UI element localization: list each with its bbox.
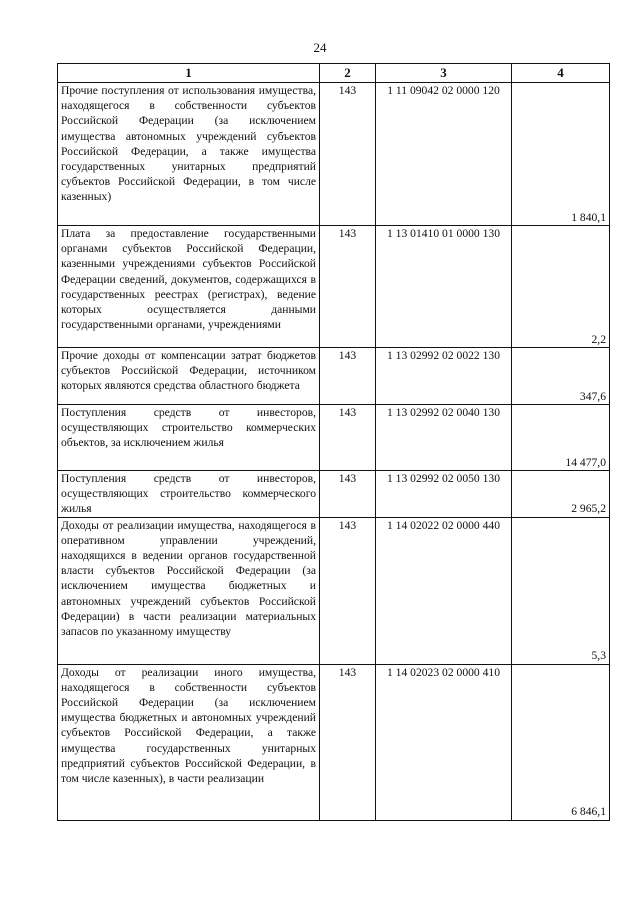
- row-admin-code: 143: [320, 517, 376, 664]
- row-amount: 2,2: [512, 226, 610, 348]
- column-header-amount: 4: [512, 64, 610, 83]
- row-budget-code: 1 14 02023 02 0000 410: [376, 664, 512, 820]
- row-admin-code: 143: [320, 471, 376, 518]
- column-header-code: 3: [376, 64, 512, 83]
- table-row: [58, 471, 610, 518]
- row-description: Доходы от реализации имущества, находящегося в оперативном управлении учреждений, находящихся в ведении органов государственной власти субъектов Российской Федерации (за исключением имущества бюджетных и автономных учреждений субъектов Российской Федерации) в части реализации материальных запасов по указанному имуществу: [58, 517, 320, 664]
- row-description: Поступления средств от инвесторов, осуществляющих строительство коммерческого жилья: [58, 471, 320, 518]
- row-description: Доходы от реализации иного имущества, находящегося в собственности субъектов Российской Федерации (за исключением имущества бюджетных и автономных учреждений субъектов Российской Федерации, а также имущества государственных унитарных предприятий субъектов Российской Федерации, в том числе казенных), в части реализации: [58, 664, 320, 820]
- row-amount: 6 846,1: [512, 664, 610, 820]
- row-amount: 5,3: [512, 517, 610, 664]
- table-row: [58, 517, 610, 664]
- row-budget-code: 1 11 09042 02 0000 120: [376, 83, 512, 226]
- row-admin-code: 143: [320, 348, 376, 405]
- table-header-row: [58, 64, 610, 83]
- table-row: [58, 226, 610, 348]
- row-amount: 2 965,2: [512, 471, 610, 518]
- column-header-admin: 2: [320, 64, 376, 83]
- row-admin-code: 143: [320, 405, 376, 471]
- row-admin-code: 143: [320, 226, 376, 348]
- row-budget-code: 1 13 02992 02 0040 130: [376, 405, 512, 471]
- row-budget-code: 1 13 01410 01 0000 130: [376, 226, 512, 348]
- row-admin-code: 143: [320, 664, 376, 820]
- table-row: [58, 664, 610, 820]
- row-description: Прочие доходы от компенсации затрат бюджетов субъектов Российской Федерации, источником которых являются средства областного бюджета: [58, 348, 320, 405]
- row-amount: 14 477,0: [512, 405, 610, 471]
- page-number: 24: [313, 40, 327, 55]
- row-budget-code: 1 14 02022 02 0000 440: [376, 517, 512, 664]
- column-header-description: 1: [58, 64, 320, 83]
- row-description: Поступления средств от инвесторов, осуществляющих строительство коммерческих объектов, за исключением жилья: [58, 405, 320, 471]
- table-row: [58, 348, 610, 405]
- row-budget-code: 1 13 02992 02 0050 130: [376, 471, 512, 518]
- table-row: [58, 83, 610, 226]
- row-description: Прочие поступления от использования имущества, находящегося в собственности субъектов Российской Федерации (за исключением имущества автономных учреждений субъектов Российской Федерации, а также имущества государственных унитарных предприятий субъектов Российской Федерации, в том числе казенных): [58, 83, 320, 226]
- row-admin-code: 143: [320, 83, 376, 226]
- row-description: Плата за предоставление государственными органами субъектов Российской Федерации, казенными учреждениями субъектов Российской Федерации сведений, документов, содержащихся в государственных реестрах (регистрах), ведение которых осуществляется данными государственными органами, учреждениями: [58, 226, 320, 348]
- row-budget-code: 1 13 02992 02 0022 130: [376, 348, 512, 405]
- row-amount: 347,6: [512, 348, 610, 405]
- row-amount: 1 840,1: [512, 83, 610, 226]
- revenue-table: [57, 63, 610, 821]
- table-row: [58, 405, 610, 471]
